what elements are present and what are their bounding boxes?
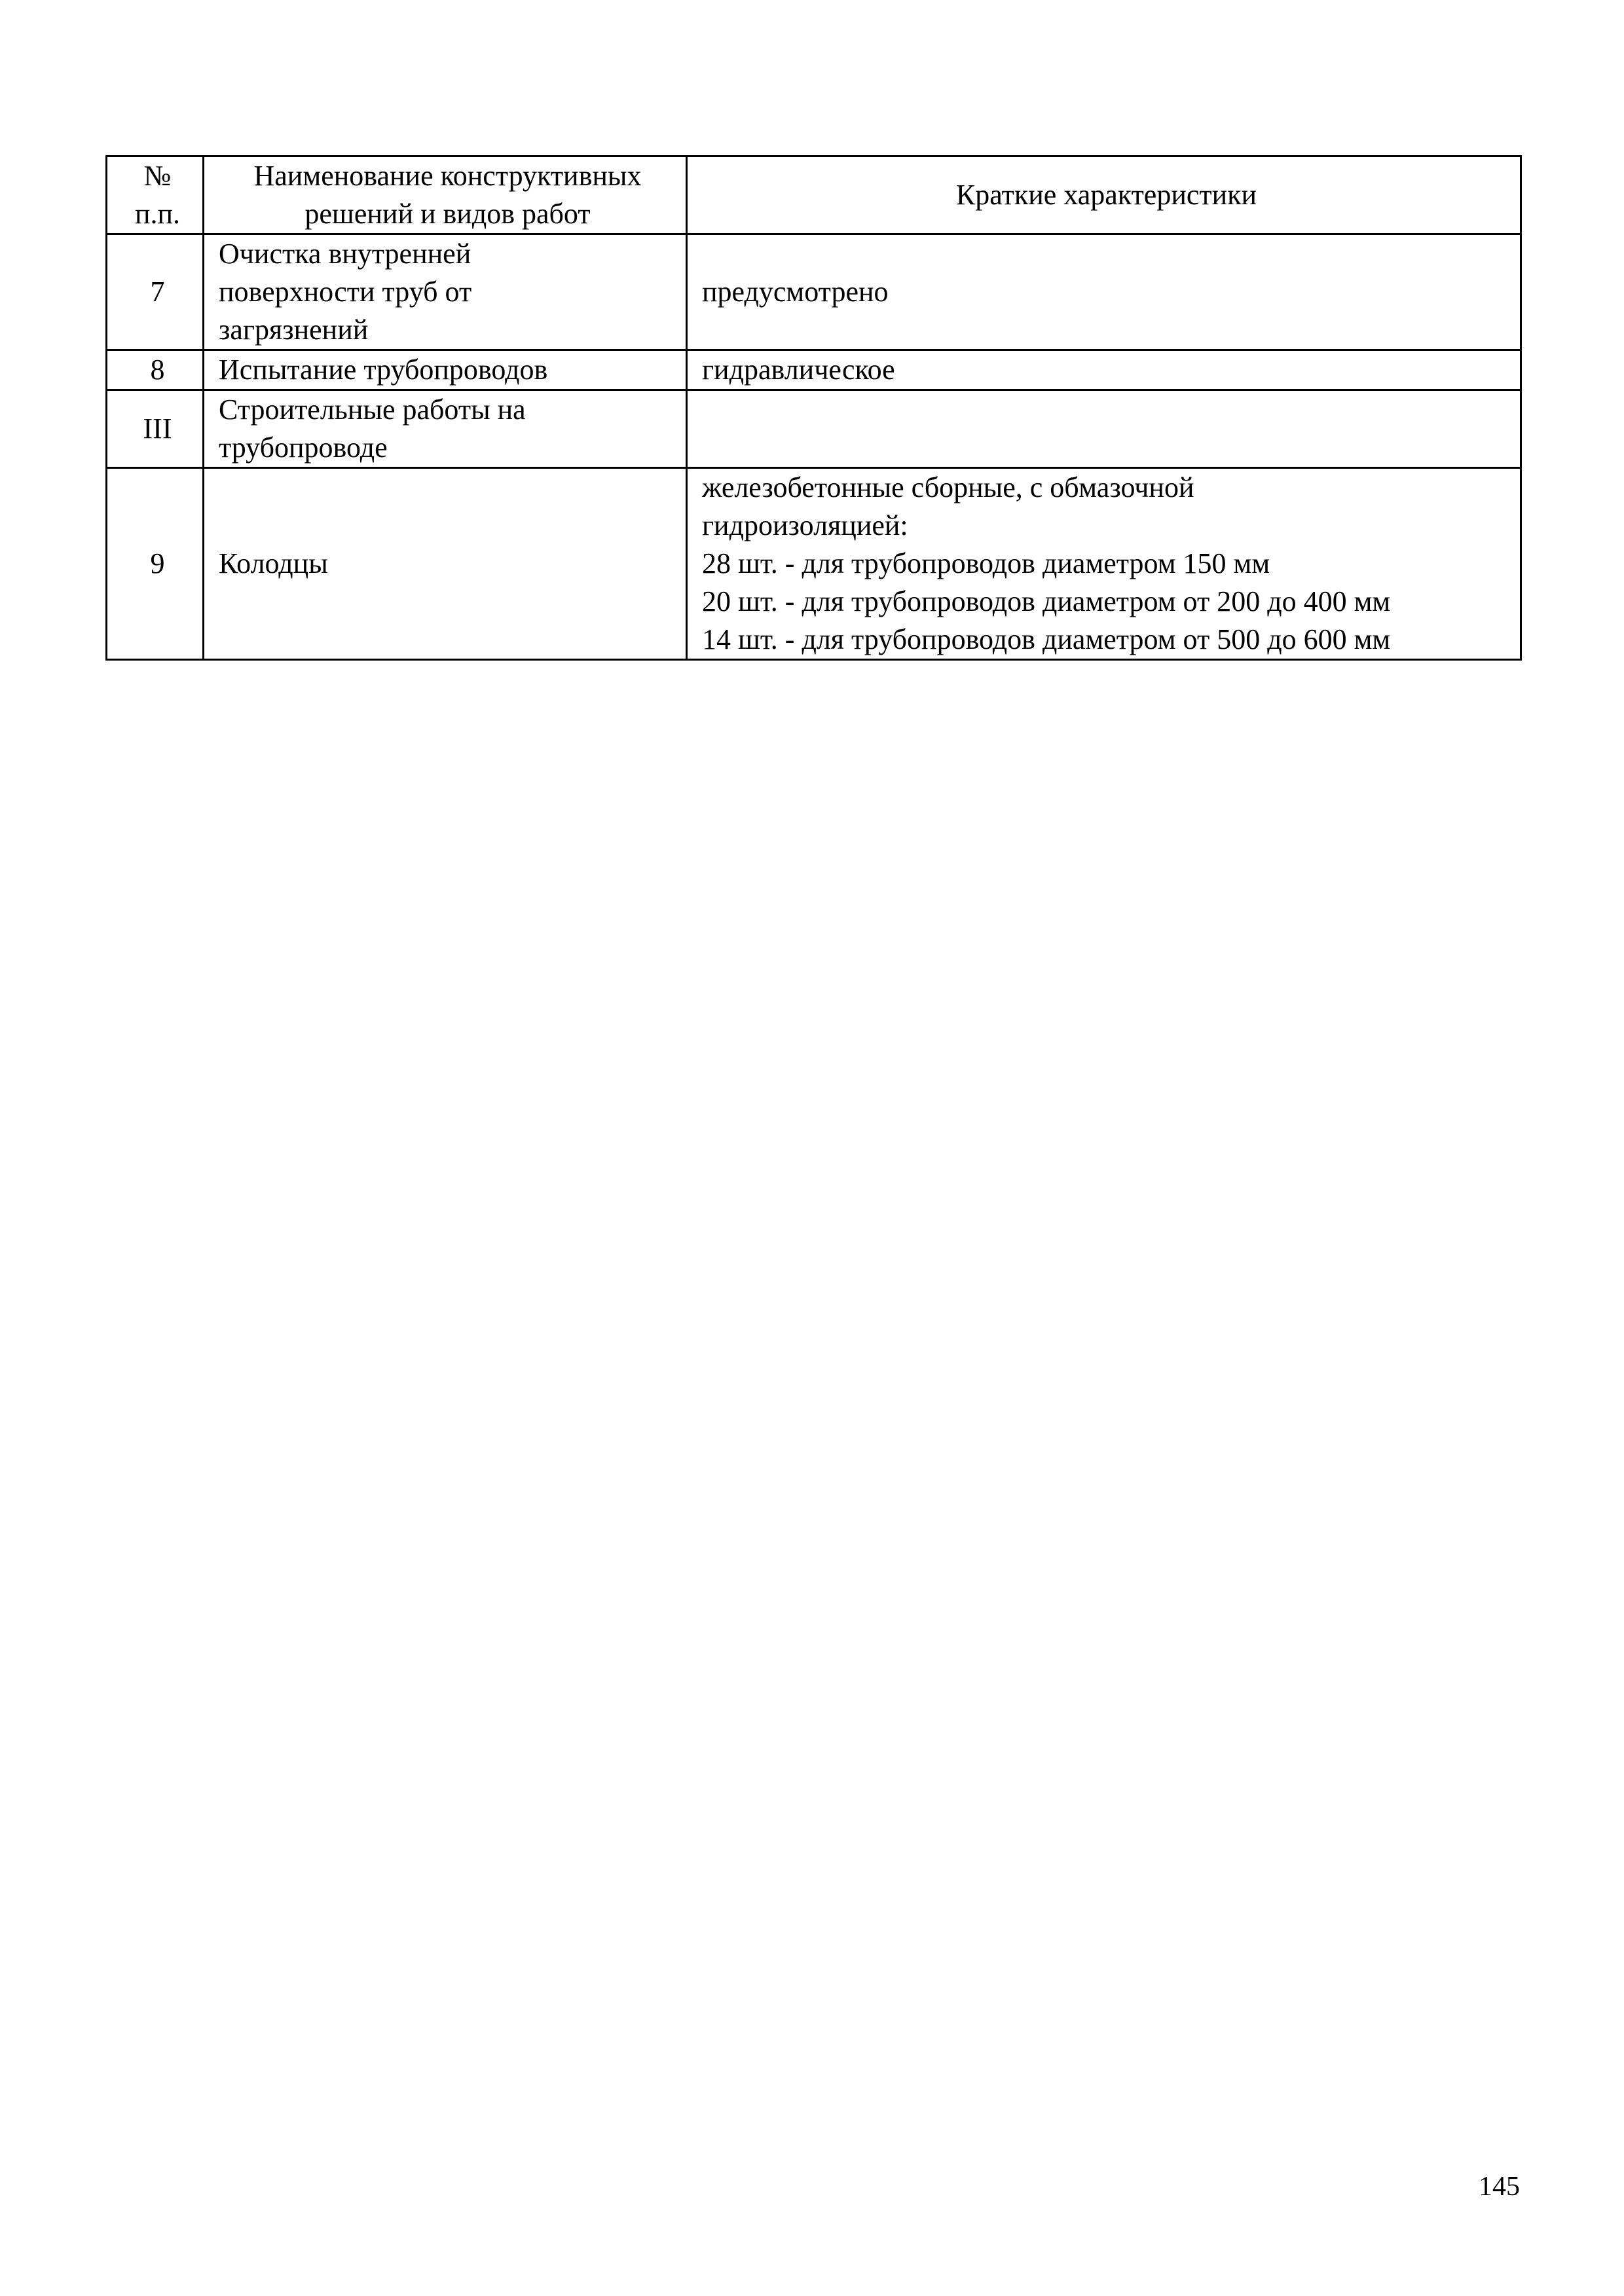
row-description-line: 20 шт. - для трубопроводов диаметром от 200 до 400 мм (702, 585, 1391, 617)
table-header-row (107, 156, 1521, 234)
table-row (107, 350, 1521, 390)
row-description-cell (687, 350, 1521, 390)
header-number-cell (107, 156, 204, 234)
row-description-line: 28 шт. - для трубопроводов диаметром 150 мм (702, 547, 1270, 579)
table-row (107, 468, 1521, 660)
header-number-line: № (143, 160, 172, 192)
row-name-cell (204, 350, 687, 390)
row-number-cell: 7 (107, 234, 204, 350)
row-name-line: Очистка внутренней (219, 238, 471, 270)
specification-table (105, 155, 1522, 661)
header-name-line: Наименование конструктивных (253, 160, 642, 192)
header-description-text: Краткие характеристики (955, 179, 1257, 211)
row-name-line: Испытание трубопроводов (219, 354, 548, 386)
table-section-row (107, 390, 1521, 468)
row-name-line: загрязнений (219, 314, 369, 346)
page-number: 145 (1479, 2172, 1520, 2202)
section-description-cell (687, 390, 1521, 468)
row-name-line: Колодцы (219, 547, 328, 579)
row-description-cell (687, 468, 1521, 660)
row-number-cell: 9 (107, 468, 204, 660)
row-name-line: поверхности труб от (219, 276, 472, 308)
row-name-cell (204, 234, 687, 350)
row-description-line: гидравлическое (702, 354, 895, 386)
header-name-cell (204, 156, 687, 234)
row-description-line: 14 шт. - для трубопроводов диаметром от 500 до 600 мм (702, 623, 1391, 655)
header-number-line: п.п. (134, 198, 181, 230)
row-description-line: гидроизоляцией: (702, 509, 908, 541)
row-number-cell: 8 (107, 350, 204, 390)
section-name-cell (204, 390, 687, 468)
section-name-line: трубопроводе (219, 431, 388, 464)
header-description-cell (687, 156, 1521, 234)
row-description-line: предусмотрено (702, 276, 889, 308)
table-row (107, 234, 1521, 350)
header-name-line: решений и видов работ (304, 198, 591, 230)
row-name-cell (204, 468, 687, 660)
section-number-cell: III (107, 390, 204, 468)
row-description-cell (687, 234, 1521, 350)
section-name-line: Строительные работы на (219, 393, 526, 426)
row-description-line: железобетонные сборные, с обмазочной (702, 471, 1194, 503)
